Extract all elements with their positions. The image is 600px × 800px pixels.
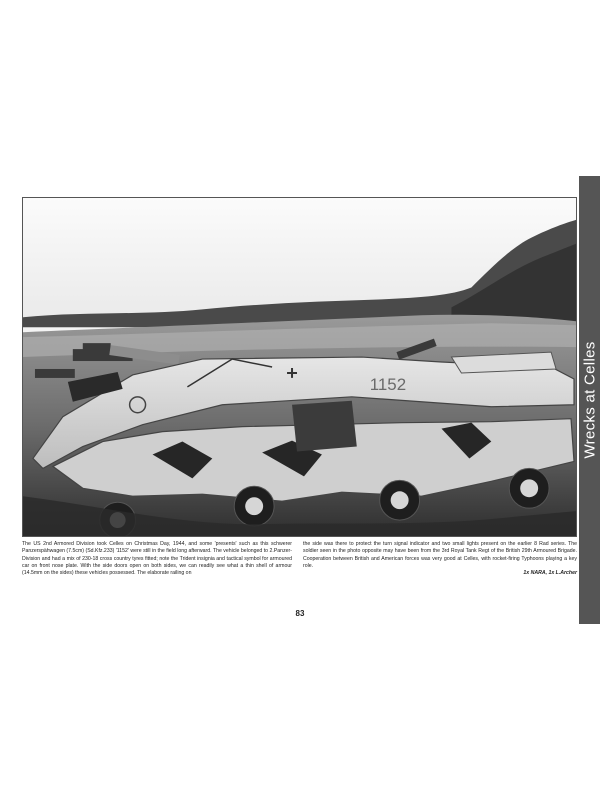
section-tab [579, 176, 600, 624]
photo-credit: 1x NARA, 1x L.Archer [523, 570, 577, 577]
caption-right-column [303, 541, 577, 577]
page-number: 83 [295, 609, 305, 618]
caption-right-text: the side was there to protect the turn signal indicator and two small lights present on the earlier 8 Rad series. The soldier seen in the photo opposite may have been from the 3rd Royal Tank Regt of the British 29th Armoured Brigade. Cooperation between British and American forces was very good at Celles, with rocket-firing Typhoons playing a key role. [303, 541, 577, 569]
caption-left-column: The US 2nd Armored Division took Celles on Christmas Day, 1944, and some 'presents' such as this schwerer Panzerspähwagen (7.5cm) (Sd.Kfz.233) '1152' were still in the field long afterward. The vehicle belonged to 2.Panzer-Division and had a mix of 230-18 cross country tyres fitted; note the Trident insignia and tactical symbol for armoured car on front nose plate. With the side doors open on both sides, we can readily see what a thin shell of armour (14.5mm on the sides) these vehicles possessed. The elaborate railing on [22, 541, 292, 577]
section-tab-label: Wrecks at Celles [581, 341, 598, 459]
armoured-car-photo [23, 198, 576, 536]
hull-number: 1152 [369, 374, 407, 394]
main-photograph [22, 197, 577, 537]
